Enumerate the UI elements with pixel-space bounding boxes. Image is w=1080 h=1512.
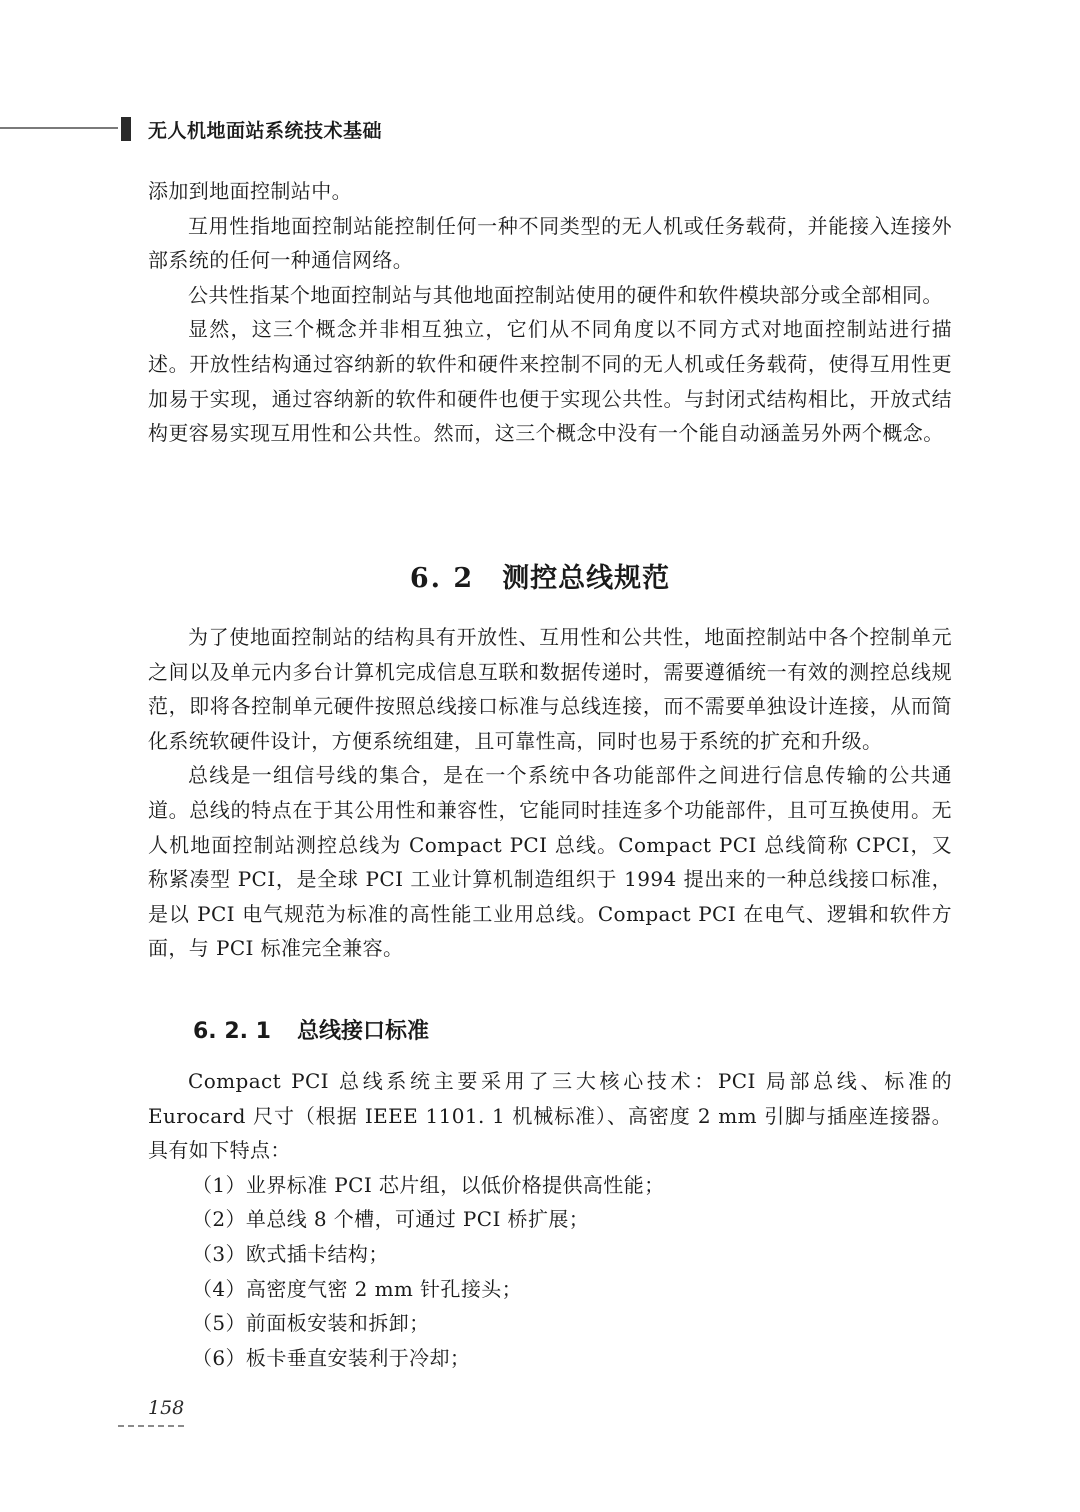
feature-list — [148, 1168, 952, 1376]
list-item: （4）高密度气密 2 mm 针孔接头； — [192, 1276, 523, 1301]
subsection-title: 总线接口标准 — [296, 1019, 429, 1044]
paragraph-continuation: 添加到地面控制站中。 — [148, 179, 352, 203]
paragraph-core-technologies: Compact PCI 总线系统主要采用了三大核心技术：PCI 局部总线、标准的 Eurocard 尺寸（根据 IEEE 1101. 1 机械标准）、高密度 2 mm 引脚与插座连接器。具有如下特点： — [148, 1069, 952, 1163]
page-number: 158 — [148, 1397, 185, 1419]
intro-text-block — [148, 174, 952, 451]
running-head-title: 无人机地面站系统技术基础 — [148, 120, 383, 142]
section-heading — [0, 556, 1080, 595]
subsection-heading — [193, 1014, 429, 1045]
section-number: 6. 2 — [409, 563, 475, 594]
section-title: 测控总线规范 — [502, 563, 671, 594]
list-item: （2）单总线 8 个槽，可通过 PCI 桥扩展； — [192, 1207, 590, 1232]
paragraph-bus-definition: 总线是一组信号线的集合，是在一个系统中各功能部件之间进行信息传输的公共通道。总线的特点在于其公用性和兼容性，它能同时挂连多个功能部件，且可互换使用。无人机地面控制站测控总线为 Compact PCI 总线。Compact PCI 总线简称 CPCI，又称紧凑型 PCI，是全球 PCI 工业计算机制造组织于 1994 提出来的一种总线接口标准，是以 PCI 电气规范为标准的高性能工业用总线。Compact PCI 在电气、逻辑和软件方面，与 PCI 标准完全兼容。 — [148, 763, 952, 961]
paragraph-bus-purpose: 为了使地面控制站的结构具有开放性、互用性和公共性，地面控制站中各个控制单元之间以及单元内多台计算机完成信息互联和数据传递时，需要遵循统一有效的测控总线规范，即将各控制单元硬件按照总线接口标准与总线连接，而不需要单独设计连接，从而简化系统软硬件设计，方便系统组建，且可靠性高，同时也易于系统的扩充和升级。 — [148, 625, 952, 753]
footer-dashes — [118, 1425, 184, 1427]
paragraph-interoperability: 互用性指地面控制站能控制任何一种不同类型的无人机或任务载荷，并能接入连接外部系统的任何一种通信网络。 — [148, 213, 952, 273]
list-item: （3）欧式插卡结构； — [192, 1241, 389, 1266]
subsection-number: 6. 2. 1 — [193, 1019, 271, 1044]
paragraph-commonality: 公共性指某个地面控制站与其他地面控制站使用的硬件和软件模块部分或全部相同。 — [188, 282, 943, 307]
paragraph-summary: 显然，这三个概念并非相互独立，它们从不同角度以不同方式对地面控制站进行描述。开放性结构通过容纳新的软件和硬件来控制不同的无人机或任务载荷，使得互用性更加易于实现，通过容纳新的软件和硬件也便于实现公共性。与封闭式结构相比，开放式结构更容易实现互用性和公共性。然而，这三个概念中没有一个能自动涵盖另外两个概念。 — [148, 317, 952, 446]
list-item: （1）业界标准 PCI 芯片组，以低价格提供高性能； — [192, 1172, 665, 1197]
list-item: （5）前面板安装和拆卸； — [192, 1311, 430, 1336]
list-item: （6）板卡垂直安装利于冷却； — [192, 1345, 471, 1370]
header-bar-marker — [121, 117, 131, 141]
subsection-text-block — [148, 1064, 952, 1375]
section-text-block — [148, 620, 952, 966]
header-rule — [0, 127, 118, 129]
